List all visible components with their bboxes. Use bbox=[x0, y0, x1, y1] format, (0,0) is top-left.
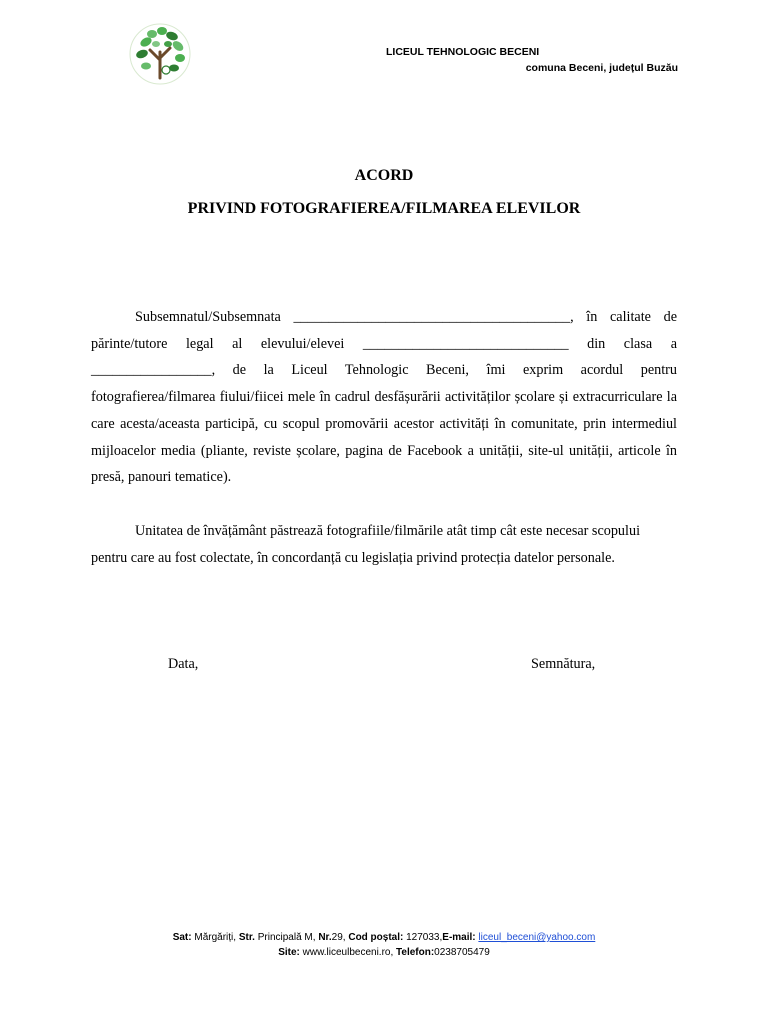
footer-email-link[interactable]: liceul_beceni@yahoo.com bbox=[478, 932, 596, 943]
retention-paragraph-text: Unitatea de învățământ păstrează fotografiile/filmările atât timp cât este necesar scopului pentru care au fost colectate, în concordanță cu legislația privind protecția datelor personale. bbox=[91, 523, 641, 566]
document-title: ACORD bbox=[354, 167, 414, 184]
footer-site-value: www.liceulbeceni.ro, bbox=[299, 947, 397, 958]
school-tree-logo-icon bbox=[128, 22, 192, 86]
footer-nr-label: Nr. bbox=[318, 932, 332, 943]
footer-sat-value: Mărgăriți, bbox=[191, 932, 239, 943]
footer-contact-line bbox=[0, 947, 768, 958]
date-label: Data, bbox=[168, 656, 199, 672]
signature-label: Semnătura, bbox=[531, 656, 596, 672]
school-address: comuna Beceni, județul Buzău bbox=[525, 62, 678, 74]
footer-tel-value: 0238705479 bbox=[434, 947, 490, 958]
footer-cod-value: 127033, bbox=[403, 932, 443, 943]
consent-paragraph bbox=[91, 304, 677, 491]
footer-str-value: Principală M, bbox=[254, 932, 319, 943]
footer-address-line bbox=[0, 932, 768, 943]
footer-site-label: Site: bbox=[278, 947, 300, 958]
footer-tel-label: Telefon: bbox=[396, 947, 435, 958]
footer-nr-value: 29, bbox=[331, 932, 349, 943]
consent-paragraph-text: Subsemnatul/Subsemnata _______________________________________, în calitate de părinte/tutore legal al elevului/elevei _____________________________ din clasa a _________________, de la Liceul Tehnologic Beceni, îmi exprim acordul pentru fotografierea/filmarea fiului/fiicei mele în cadrul desfășurării activităților școlare și extracurriculare la care acesta/aceasta participă, cu scopul promovării acestor activități în comunitate, prin intermediul mijloacelor media (pliante, reviste școlare, pagina de Facebook a unității, site-ul unității, articole în presă, panouri tematice). bbox=[91, 309, 677, 486]
footer-sat-label: Sat: bbox=[172, 932, 192, 943]
document-subtitle: PRIVIND FOTOGRAFIEREA/FILMAREA ELEVILOR bbox=[187, 200, 581, 217]
footer-str-label: Str. bbox=[238, 932, 255, 943]
footer-email-label: E-mail: bbox=[442, 932, 476, 943]
retention-paragraph bbox=[91, 518, 677, 571]
school-name: LICEUL TEHNOLOGIC BECENI bbox=[386, 46, 540, 58]
footer-cod-label: Cod poștal: bbox=[348, 932, 404, 943]
